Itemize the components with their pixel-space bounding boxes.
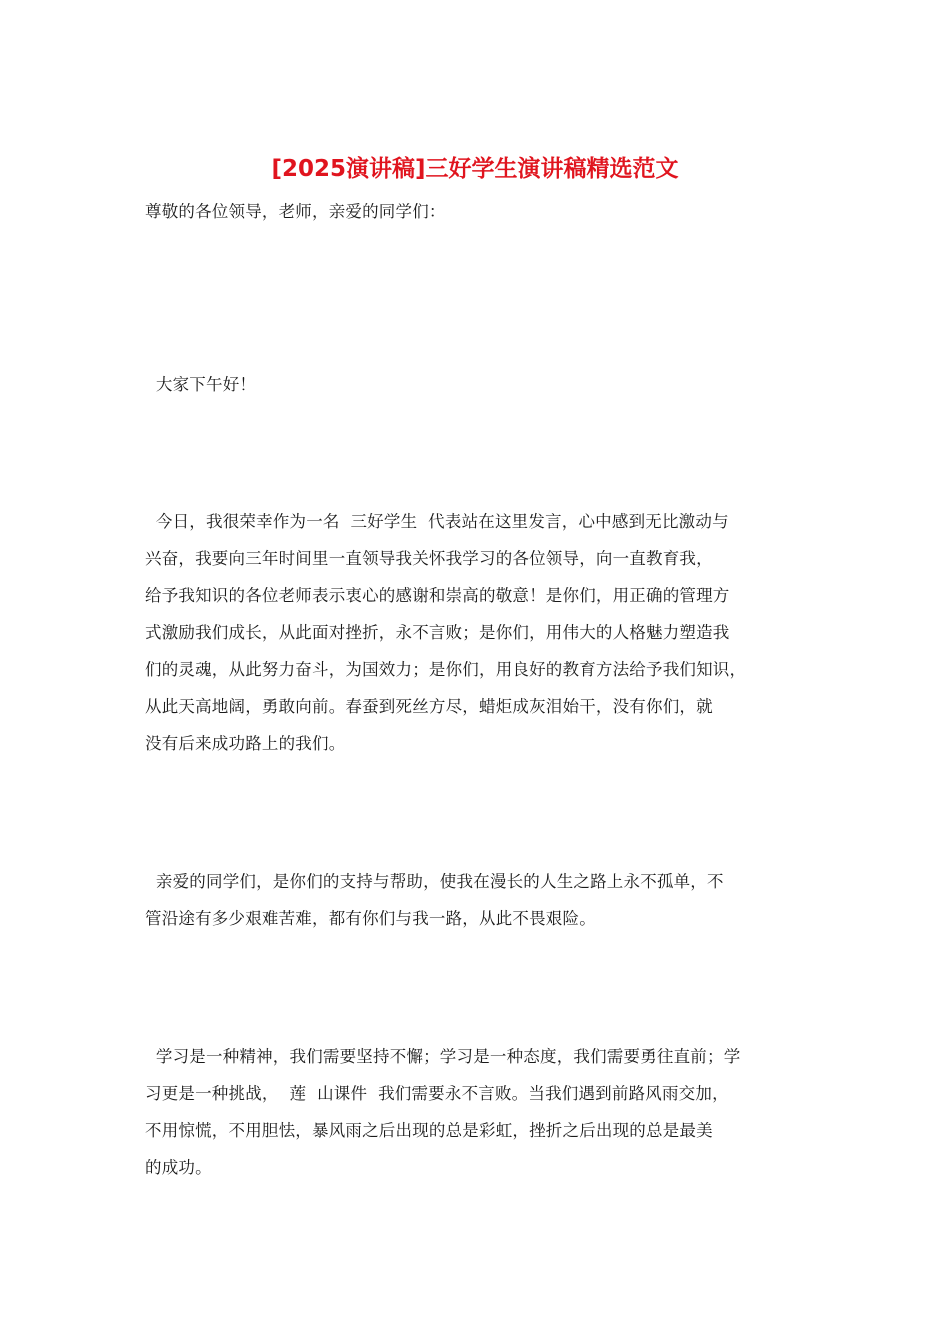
paragraph-line: 的成功。 bbox=[145, 1158, 212, 1177]
paragraph-line: 给予我知识的各位老师表示衷心的感谢和崇高的敬意！是你们，用正确的管理方 bbox=[145, 586, 730, 605]
paragraph-line: 尊敬的各位领导，老师，亲爱的同学们： bbox=[145, 202, 446, 221]
paragraph-learning bbox=[145, 1038, 815, 1186]
paragraph-hello bbox=[145, 366, 815, 403]
paragraph-line: 们的灵魂，从此努力奋斗，为国效力；是你们，用良好的教育方法给予我们知识， bbox=[145, 660, 747, 679]
paragraph-line: 学习是一种精神，我们需要坚持不懈；学习是一种态度，我们需要勇往直前；学 bbox=[145, 1047, 741, 1066]
paragraph-line: 不用惊慌，不用胆怯，暴风雨之后出现的总是彩虹，挫折之后出现的总是最美 bbox=[145, 1121, 713, 1140]
paragraph-line: 式激励我们成长，从此面对挫折，永不言败；是你们，用伟大的人格魅力塑造我 bbox=[145, 623, 730, 642]
paragraph-line: 没有后来成功路上的我们。 bbox=[145, 734, 346, 753]
paragraph-greeting bbox=[145, 193, 815, 230]
paragraph-line: 管沿途有多少艰难苦难，都有你们与我一路，从此不畏艰险。 bbox=[145, 909, 596, 928]
paragraph-line: 今日，我很荣幸作为一名 三好学生 代表站在这里发言，心中感到无比激动与 bbox=[145, 512, 729, 531]
paragraph-line: 兴奋，我要向三年时间里一直领导我关怀我学习的各位领导，向一直教育我， bbox=[145, 549, 713, 568]
document-title: [2025演讲稿]三好学生演讲稿精选范文 bbox=[271, 156, 679, 182]
paragraph-classmates bbox=[145, 863, 815, 937]
paragraph-thanks bbox=[145, 503, 815, 762]
paragraph-line: 亲爱的同学们，是你们的支持与帮助，使我在漫长的人生之路上永不孤单，不 bbox=[145, 872, 724, 891]
paragraph-line: 从此天高地阔，勇敢向前。春蚕到死丝方尽，蜡炬成灰泪始干，没有你们，就 bbox=[145, 697, 713, 716]
paragraph-line: 大家下午好！ bbox=[145, 375, 257, 394]
paragraph-line: 习更是一种挑战， 莲 山课件 我们需要永不言败。当我们遇到前路风雨交加， bbox=[145, 1084, 729, 1103]
